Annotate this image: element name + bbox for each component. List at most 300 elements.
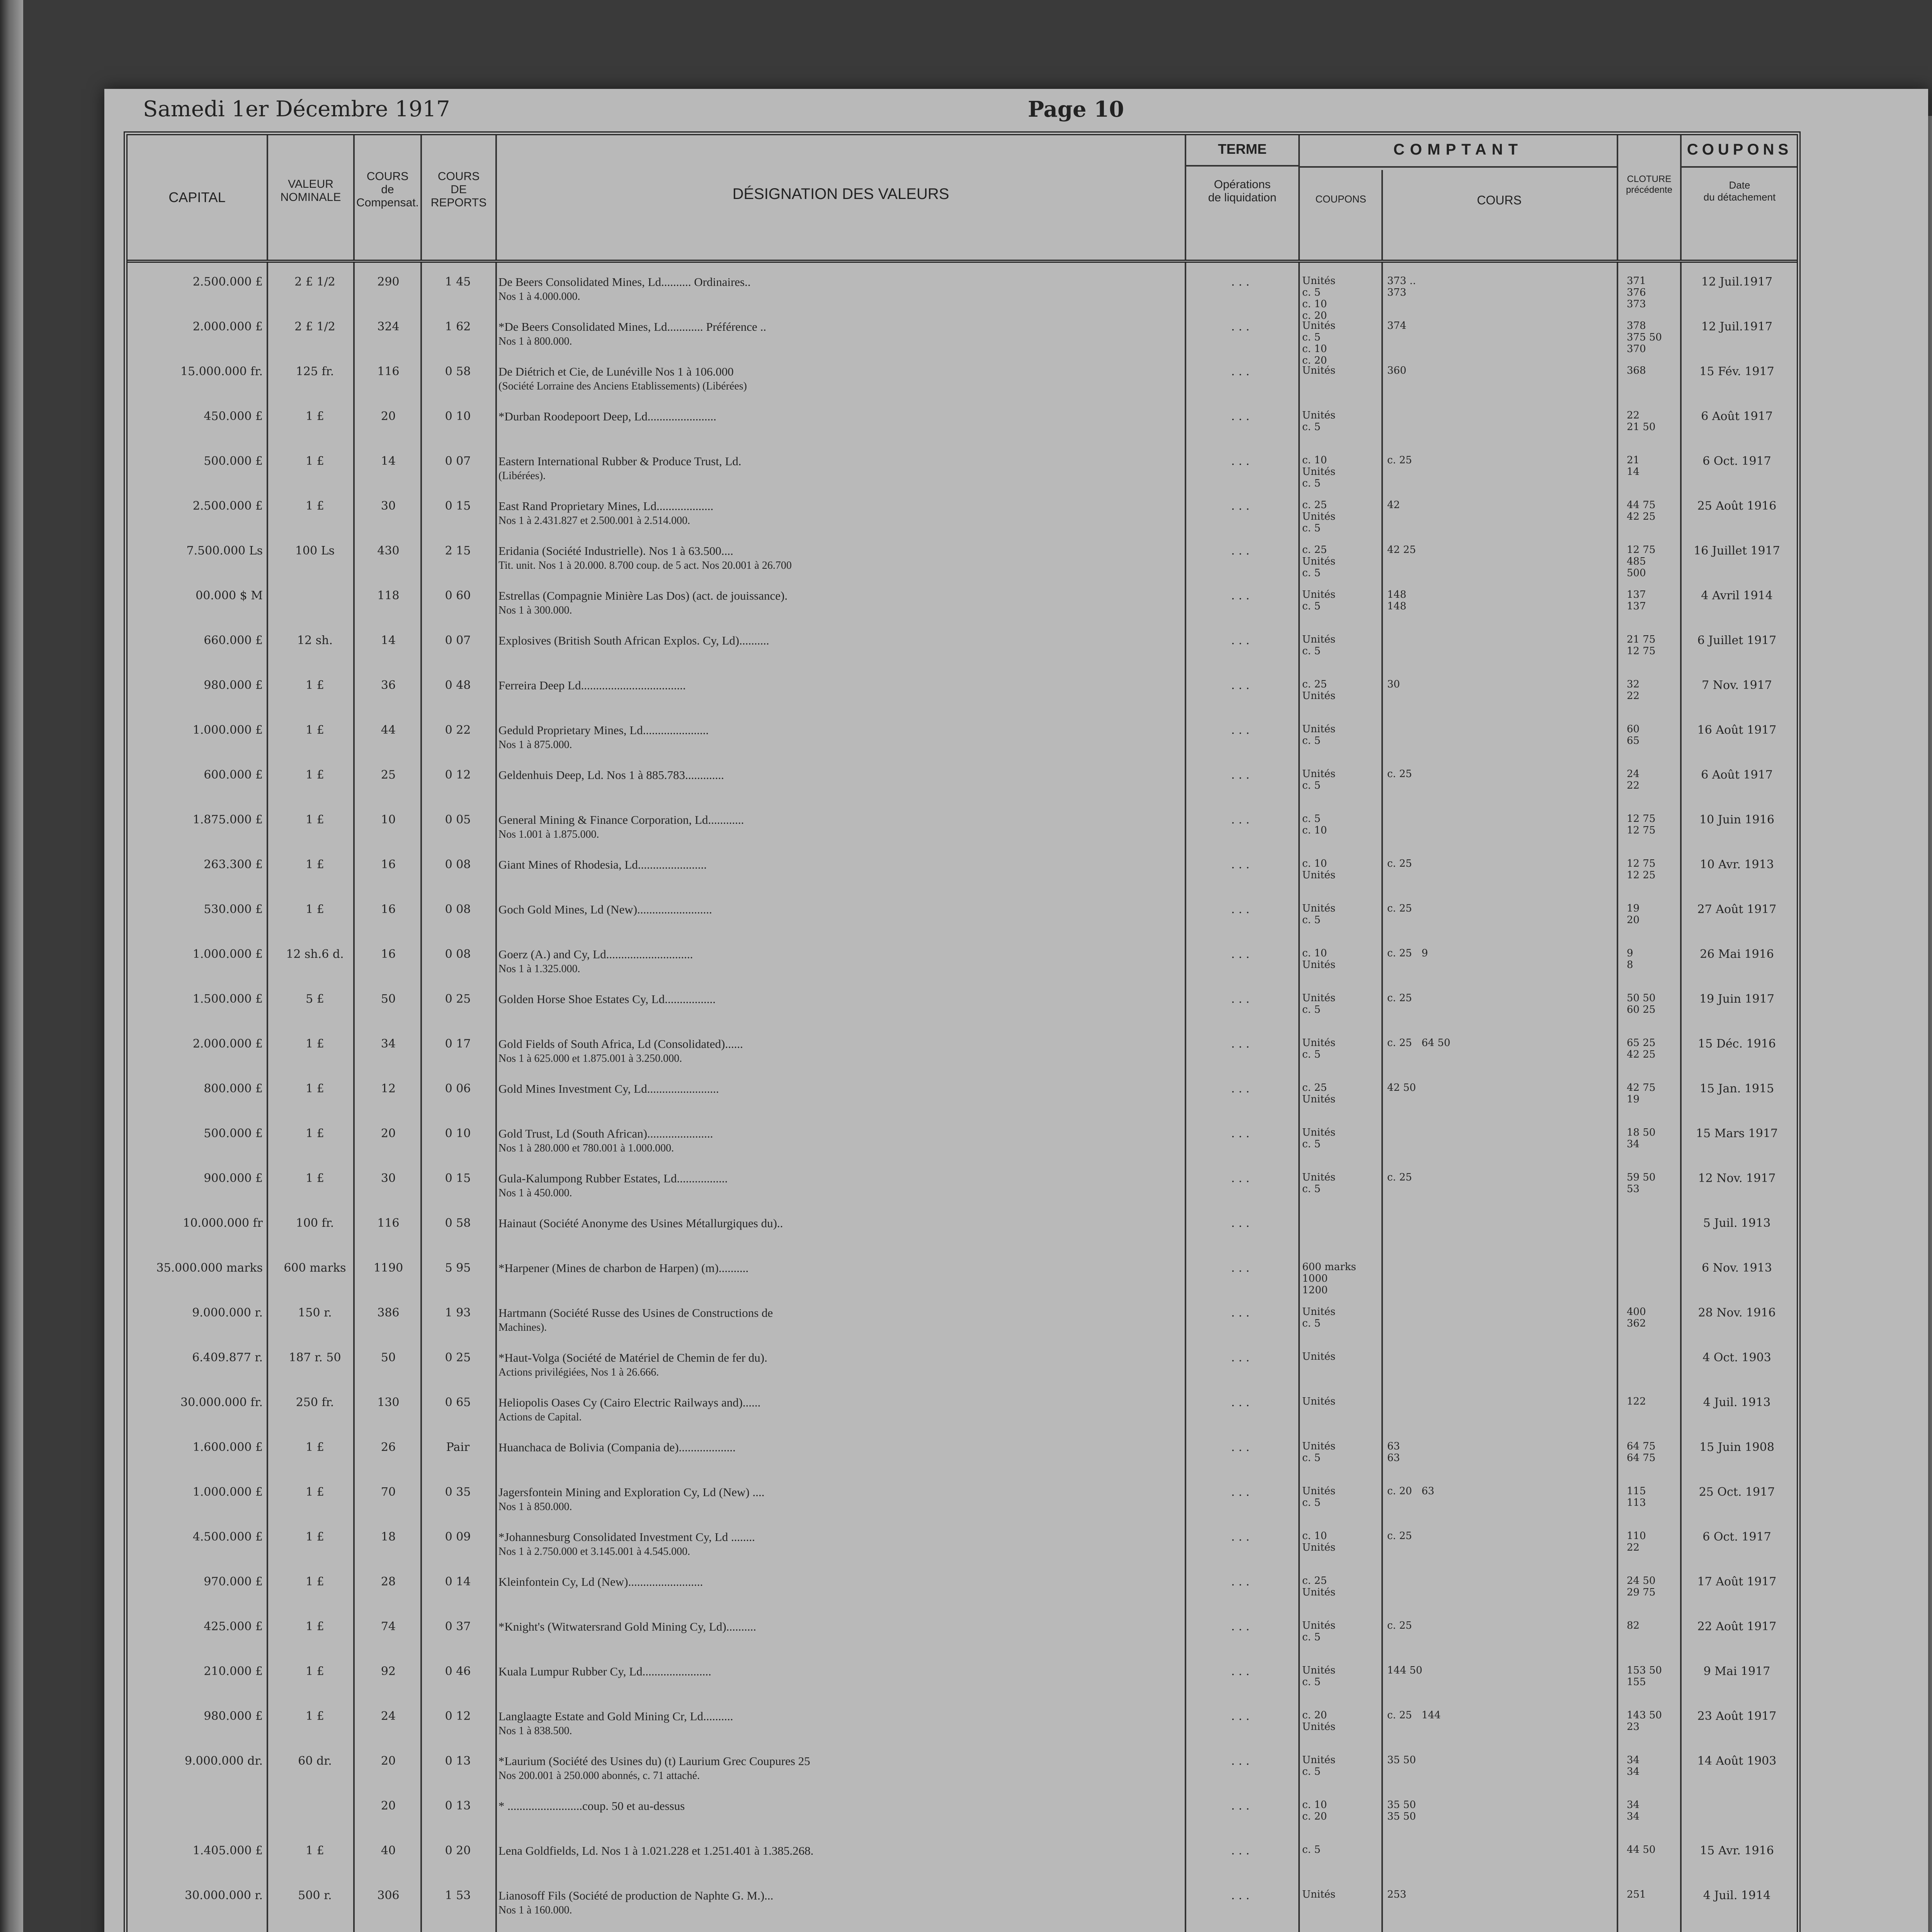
cloture-cell: 44 50 xyxy=(1627,1844,1656,1855)
cloture-cell: 24 50 29 75 xyxy=(1627,1575,1656,1598)
detachement-date-cell: 22 Août 1917 xyxy=(1697,1620,1777,1633)
nominal-cell: 1 £ xyxy=(306,903,324,916)
designation-cell: *Haut-Volga (Société de Matériel de Chemin de fer du). Actions privilégiées, Nos 1 à 26.666. xyxy=(498,1351,1179,1379)
coupons-cell: c. 25 Unités c. 5 xyxy=(1302,544,1336,579)
coupons-cell: Unités c. 5 xyxy=(1302,1485,1336,1509)
designation-cell: Gold Mines Investment Cy, Ld........................ xyxy=(498,1082,719,1095)
capital-cell: 4.500.000 £ xyxy=(192,1530,263,1544)
cloture-cell: 251 xyxy=(1627,1889,1646,1900)
coupons-cell: Unités c. 5 c. 10 c. 20 xyxy=(1302,275,1336,321)
terme-cell: . . . xyxy=(1231,454,1250,468)
table-row xyxy=(128,1391,1797,1430)
designation-cell: Kleinfontein Cy, Ld (New)......................... xyxy=(498,1575,703,1588)
terme-cell: . . . xyxy=(1231,723,1250,737)
detachement-date-cell: 5 Juil. 1913 xyxy=(1703,1216,1771,1230)
coupons-cell: Unités c. 5 xyxy=(1302,1620,1336,1643)
table-row xyxy=(128,405,1797,444)
detachement-date-cell: 7 Nov. 1917 xyxy=(1702,679,1772,692)
coupons-cell: Unités c. 5 xyxy=(1302,410,1336,433)
detachement-date-cell: 6 Août 1917 xyxy=(1701,768,1773,782)
table-row xyxy=(128,808,1797,847)
designation-detail: Nos 200.001 à 250.000 abonnés, c. 71 attaché. xyxy=(498,1770,700,1782)
terme-cell: . . . xyxy=(1231,1665,1250,1678)
designation-cell: De Diétrich et Cie, de Lunéville Nos 1 à 106.000 (Société Lorraine des Anciens Etablissements) (Libérées) xyxy=(498,365,1179,393)
comptant-cours-cell: c. 25 xyxy=(1387,1172,1412,1183)
cloture-cell: 18 50 34 xyxy=(1627,1127,1656,1150)
comptant-cours-cell: 35 50 35 50 xyxy=(1387,1799,1416,1822)
col-comptant-cours: COURS xyxy=(1477,193,1522,207)
comptant-cours-cell: c. 25 xyxy=(1387,858,1412,869)
coupons-cell: c. 10 Unités xyxy=(1302,858,1336,881)
nominal-cell: 100 fr. xyxy=(296,1216,334,1230)
table-row xyxy=(128,629,1797,668)
reports-cell: 0 08 xyxy=(445,858,471,871)
designation-detail: Nos 1 à 1.325.000. xyxy=(498,963,580,975)
cloture-cell: 115 113 xyxy=(1627,1485,1646,1509)
terme-cell: . . . xyxy=(1231,1575,1250,1588)
cloture-cell: 12 75 485 500 xyxy=(1627,544,1656,579)
nominal-cell: 1 £ xyxy=(306,858,324,871)
reports-cell: 5 95 xyxy=(445,1261,471,1275)
detachement-date-cell: 15 Mars 1917 xyxy=(1696,1127,1778,1140)
designation-cell: De Beers Consolidated Mines, Ld.......... Ordinaires.. Nos 1 à 4.000.000. xyxy=(498,275,1179,303)
table-row xyxy=(128,1301,1797,1340)
capital-cell: 9.000.000 dr. xyxy=(184,1754,263,1768)
comptant-cours-cell: 148 148 xyxy=(1387,589,1406,612)
cours-cell: 14 xyxy=(381,454,396,468)
reports-cell: 0 22 xyxy=(445,723,471,737)
capital-cell: 425.000 £ xyxy=(204,1620,263,1633)
table-row xyxy=(128,1032,1797,1071)
detachement-date-cell: 23 Août 1917 xyxy=(1697,1709,1777,1723)
reports-cell: Pair xyxy=(446,1440,470,1454)
coupons-cell: Unités c. 5 xyxy=(1302,1172,1336,1195)
designation-cell: *Knight's (Witwatersrand Gold Mining Cy, Ld).......... xyxy=(498,1620,757,1633)
coupons-cell: c. 25 Unités xyxy=(1302,1575,1336,1598)
book-spine xyxy=(0,0,23,1932)
cours-cell: 34 xyxy=(381,1037,396,1051)
comptant-cours-cell: 63 63 xyxy=(1387,1440,1400,1464)
reports-cell: 0 48 xyxy=(445,679,471,692)
nominal-cell: 5 £ xyxy=(306,992,324,1006)
cloture-cell: 82 xyxy=(1627,1620,1640,1631)
designation-detail: Nos 1 à 875.000. xyxy=(498,739,572,751)
nominal-cell: 1 £ xyxy=(306,1844,324,1857)
coupons-cell: c. 25 Unités xyxy=(1302,679,1336,702)
table-row xyxy=(128,1167,1797,1206)
designation-detail: Machines). xyxy=(498,1321,547,1333)
table-row xyxy=(128,1705,1797,1743)
cours-cell: 16 xyxy=(381,903,396,916)
detachement-date-cell: 16 Août 1917 xyxy=(1697,723,1777,737)
detachement-date-cell: 12 Juil.1917 xyxy=(1701,275,1773,289)
terme-cell: . . . xyxy=(1231,992,1250,1006)
reports-cell: 0 25 xyxy=(445,1351,471,1364)
table-row xyxy=(128,539,1797,578)
detachement-date-cell: 15 Déc. 1916 xyxy=(1698,1037,1776,1051)
terme-cell: . . . xyxy=(1231,275,1250,289)
table-row xyxy=(128,853,1797,892)
capital-cell: 980.000 £ xyxy=(204,679,263,692)
cours-cell: 12 xyxy=(381,1082,396,1095)
designation-cell: Lena Goldfields, Ld. Nos 1 à 1.021.228 et 1.251.401 à 1.385.268. xyxy=(498,1844,814,1857)
reports-cell: 0 58 xyxy=(445,365,471,378)
designation-detail: Nos 1 à 280.000 et 780.001 à 1.000.000. xyxy=(498,1142,674,1154)
comptant-cours-cell: c. 25 xyxy=(1387,903,1412,914)
cloture-cell: 12 75 12 75 xyxy=(1627,813,1656,836)
nominal-cell: 1 £ xyxy=(306,1530,324,1544)
designation-cell: *Johannesburg Consolidated Investment Cy, Ld ........ Nos 1 à 2.750.000 et 3.145.001 à 4.545.000. xyxy=(498,1530,1179,1558)
detachement-date-cell: 9 Mai 1917 xyxy=(1703,1665,1770,1678)
terme-cell: . . . xyxy=(1231,365,1250,378)
reports-cell: 0 09 xyxy=(445,1530,471,1544)
table-row xyxy=(128,1346,1797,1385)
nominal-cell: 250 fr. xyxy=(296,1396,334,1409)
terme-cell: . . . xyxy=(1231,1351,1250,1364)
table-row xyxy=(128,450,1797,488)
reports-cell: 0 25 xyxy=(445,992,471,1006)
designation-cell: Golden Horse Shoe Estates Cy, Ld................. xyxy=(498,992,716,1006)
coupons-cell: c. 5 c. 10 xyxy=(1302,813,1327,836)
nominal-cell: 2 £ 1/2 xyxy=(294,320,335,333)
designation-detail: Nos 1 à 160.000. xyxy=(498,1904,572,1916)
designation-detail: (Société Lorraine des Anciens Etablissements) (Libérées) xyxy=(498,380,747,392)
terme-cell: . . . xyxy=(1231,947,1250,961)
cloture-cell: 371 376 373 xyxy=(1627,275,1646,310)
capital-cell: 1.000.000 £ xyxy=(192,947,263,961)
detachement-date-cell: 12 Nov. 1917 xyxy=(1698,1172,1776,1185)
cours-cell: 40 xyxy=(381,1844,396,1857)
comptant-cours-cell: c. 25 xyxy=(1387,768,1412,780)
cours-cell: 18 xyxy=(381,1530,396,1544)
detachement-date-cell: 10 Juin 1916 xyxy=(1699,813,1774,827)
terme-cell: . . . xyxy=(1231,589,1250,602)
detachement-date-cell: 6 Août 1917 xyxy=(1701,410,1773,423)
capital-cell: 10.000.000 fr xyxy=(183,1216,263,1230)
nominal-cell: 12 sh. xyxy=(297,634,333,647)
designation-detail: Nos 1 à 2.431.827 et 2.500.001 à 2.514.000. xyxy=(498,515,690,527)
reports-cell: 0 58 xyxy=(445,1216,471,1230)
designation-detail: Nos 1 à 800.000. xyxy=(498,335,572,347)
detachement-date-cell: 14 Août 1903 xyxy=(1697,1754,1777,1768)
cours-cell: 25 xyxy=(381,768,396,782)
detachement-date-cell: 15 Avr. 1916 xyxy=(1700,1844,1774,1857)
comptant-cours-cell: 42 xyxy=(1387,499,1400,511)
terme-cell: . . . xyxy=(1231,1485,1250,1499)
cloture-cell: 24 22 xyxy=(1627,768,1640,791)
cours-cell: 30 xyxy=(381,499,396,513)
terme-cell: . . . xyxy=(1231,1261,1250,1275)
cours-cell: 28 xyxy=(381,1575,396,1588)
comptant-cours-cell: 360 xyxy=(1387,365,1406,376)
nominal-cell: 125 fr. xyxy=(296,365,334,378)
col-terme: TERME Opérations de liquidation xyxy=(1186,135,1298,260)
capital-cell: 900.000 £ xyxy=(204,1172,263,1185)
nominal-cell: 187 r. 50 xyxy=(289,1351,341,1364)
table-row xyxy=(128,1212,1797,1250)
designation-cell: Giant Mines of Rhodesia, Ld....................... xyxy=(498,858,707,871)
nominal-cell: 60 dr. xyxy=(298,1754,332,1768)
detachement-date-cell: 15 Juin 1908 xyxy=(1699,1440,1774,1454)
table-row xyxy=(128,495,1797,533)
designation-detail: Nos 1 à 625.000 et 1.875.001 à 3.250.000. xyxy=(498,1053,682,1065)
comptant-cours-cell: 30 xyxy=(1387,679,1400,690)
capital-cell: 600.000 £ xyxy=(204,768,263,782)
nominal-cell: 1 £ xyxy=(306,813,324,827)
reports-cell: 0 20 xyxy=(445,1844,471,1857)
table-row xyxy=(128,1615,1797,1654)
comptant-cours-cell: 42 25 xyxy=(1387,544,1416,556)
designation-cell: Kuala Lumpur Rubber Cy, Ld....................... xyxy=(498,1665,711,1678)
designation-cell: Gula-Kalumpong Rubber Estates, Ld................. Nos 1 à 450.000. xyxy=(498,1172,1179,1199)
capital-cell: 30.000.000 fr. xyxy=(180,1396,263,1409)
col-cours-reports: COURS DE REPORTS xyxy=(430,170,487,209)
detachement-date-cell: 27 Août 1917 xyxy=(1697,903,1777,916)
comptant-cours-cell: 144 50 xyxy=(1387,1665,1422,1676)
comptant-cours-cell: c. 25 xyxy=(1387,1530,1412,1542)
designation-cell: * .........................coup. 50 et au-dessus xyxy=(498,1799,685,1813)
next-page-edge xyxy=(1928,116,1932,1932)
detachement-date-cell: 4 Avril 1914 xyxy=(1701,589,1773,602)
designation-detail: Tit. unit. Nos 1 à 20.000. 8.700 coup. de 5 act. Nos 20.001 à 26.700 xyxy=(498,560,792,571)
table-row xyxy=(128,1122,1797,1161)
designation-detail: Nos 1 à 850.000. xyxy=(498,1501,572,1513)
reports-cell: 0 46 xyxy=(445,1665,471,1678)
table-row xyxy=(128,270,1797,321)
detachement-date-cell: 15 Jan. 1915 xyxy=(1699,1082,1774,1095)
terme-cell: . . . xyxy=(1231,1620,1250,1633)
cours-cell: 24 xyxy=(381,1709,396,1723)
coupons-cell: Unités c. 5 xyxy=(1302,589,1336,612)
running-header xyxy=(143,97,1835,128)
comptant-cours-cell: 253 xyxy=(1387,1889,1406,1900)
reports-cell: 0 15 xyxy=(445,1172,471,1185)
table-row xyxy=(128,1839,1797,1878)
table-row xyxy=(128,1794,1797,1833)
detachement-date-cell: 17 Août 1917 xyxy=(1697,1575,1777,1588)
comptant-cours-cell: 35 50 xyxy=(1387,1754,1416,1766)
coupons-cell: Unités c. 5 xyxy=(1302,634,1336,657)
capital-cell: 1.000.000 £ xyxy=(192,723,263,737)
terme-cell: . . . xyxy=(1231,1306,1250,1320)
table-row xyxy=(128,1077,1797,1116)
reports-cell: 0 07 xyxy=(445,454,471,468)
reports-cell: 0 08 xyxy=(445,903,471,916)
cloture-cell: 22 21 50 xyxy=(1627,410,1656,433)
nominal-cell: 1 £ xyxy=(306,1620,324,1633)
coupons-cell: Unités c. 5 xyxy=(1302,903,1336,926)
designation-detail: Nos 1 à 838.500. xyxy=(498,1725,572,1737)
coupons-cell: Unités c. 5 xyxy=(1302,1665,1336,1688)
nominal-cell: 600 marks xyxy=(284,1261,346,1275)
coupons-cell: Unités c. 5 xyxy=(1302,1306,1336,1329)
capital-cell: 2.000.000 £ xyxy=(192,1037,263,1051)
coupons-cell: Unités c. 5 xyxy=(1302,1754,1336,1777)
cloture-cell: 12 75 12 25 xyxy=(1627,858,1656,881)
col-cours-compensation: COURS de Compensat. xyxy=(356,170,419,209)
table-row xyxy=(128,764,1797,802)
designation-cell: Ferreira Deep Ld................................... xyxy=(498,679,686,692)
cours-cell: 92 xyxy=(381,1665,396,1678)
designation-cell: Geduld Proprietary Mines, Ld...................... Nos 1 à 875.000. xyxy=(498,723,1179,751)
reports-cell: 1 93 xyxy=(445,1306,471,1320)
capital-cell: 1.500.000 £ xyxy=(192,992,263,1006)
col-cloture: CLOTURE précédente xyxy=(1626,174,1673,195)
table-row xyxy=(128,360,1797,399)
detachement-date-cell: 12 Juil.1917 xyxy=(1701,320,1773,333)
comptant-cours-cell: c. 20 63 xyxy=(1387,1485,1435,1497)
capital-cell: 980.000 £ xyxy=(204,1709,263,1723)
nominal-cell: 100 Ls xyxy=(295,544,335,558)
terme-cell: . . . xyxy=(1231,499,1250,513)
designation-cell: *Laurium (Société des Usines du) (t) Laurium Grec Coupures 25 Nos 200.001 à 250.000 abonnés, c. 71 attaché. xyxy=(498,1754,1179,1782)
detachement-date-cell: 10 Avr. 1913 xyxy=(1700,858,1774,871)
nominal-cell: 2 £ 1/2 xyxy=(294,275,335,289)
cours-cell: 116 xyxy=(377,1216,400,1230)
nominal-cell: 500 r. xyxy=(298,1889,332,1902)
cloture-cell: 9 8 xyxy=(1627,947,1633,971)
cloture-cell: 44 75 42 25 xyxy=(1627,499,1656,522)
terme-cell: . . . xyxy=(1231,1082,1250,1095)
quotation-table xyxy=(124,131,1801,1932)
table-row xyxy=(128,1526,1797,1564)
nominal-cell: 1 £ xyxy=(306,1575,324,1588)
terme-cell: . . . xyxy=(1231,858,1250,871)
designation-cell: Estrellas (Compagnie Minière Las Dos) (act. de jouissance). Nos 1 à 300.000. xyxy=(498,589,1179,617)
designation-cell: General Mining & Finance Corporation, Ld............ Nos 1.001 à 1.875.000. xyxy=(498,813,1179,841)
table-header xyxy=(128,135,1797,263)
nominal-cell: 1 £ xyxy=(306,1665,324,1678)
cours-cell: 14 xyxy=(381,634,396,647)
cours-cell: 26 xyxy=(381,1440,396,1454)
capital-cell: 30.000.000 r. xyxy=(185,1889,263,1902)
comptant-cours-cell: c. 25 144 xyxy=(1387,1709,1441,1721)
detachement-date-cell: 15 Fév. 1917 xyxy=(1699,365,1774,378)
table-row xyxy=(128,943,1797,981)
designation-cell: Geldenhuis Deep, Ld. Nos 1 à 885.783............. xyxy=(498,768,724,782)
cours-cell: 16 xyxy=(381,858,396,871)
cloture-cell: 122 xyxy=(1627,1396,1646,1407)
cloture-cell: 50 50 60 25 xyxy=(1627,992,1656,1015)
cours-cell: 50 xyxy=(381,992,396,1006)
cours-cell: 116 xyxy=(377,365,400,378)
table-row xyxy=(128,898,1797,937)
coupons-cell: Unités xyxy=(1302,1351,1336,1362)
reports-cell: 0 60 xyxy=(445,589,471,602)
cours-cell: 30 xyxy=(381,1172,396,1185)
col-designation: DÉSIGNATION DES VALEURS xyxy=(732,185,949,202)
reports-cell: 1 53 xyxy=(445,1889,471,1902)
detachement-date-cell: 6 Nov. 1913 xyxy=(1702,1261,1772,1275)
designation-cell: Hartmann (Société Russe des Usines de Constructions de Machines). xyxy=(498,1306,1179,1334)
cours-cell: 130 xyxy=(377,1396,400,1409)
coupons-cell: c. 10 Unités xyxy=(1302,947,1336,971)
comptant-cours-cell: c. 25 64 50 xyxy=(1387,1037,1451,1049)
capital-cell: 6.409.877 r. xyxy=(192,1351,263,1364)
reports-cell: 0 08 xyxy=(445,947,471,961)
coupons-cell: Unités c. 5 xyxy=(1302,1037,1336,1060)
cloture-cell: 368 xyxy=(1627,365,1646,376)
terme-cell: . . . xyxy=(1231,1216,1250,1230)
table-row xyxy=(128,1660,1797,1699)
coupons-cell: Unités c. 5 xyxy=(1302,1127,1336,1150)
coupons-cell: c. 20 Unités xyxy=(1302,1709,1336,1733)
reports-cell: 0 05 xyxy=(445,813,471,827)
nominal-cell: 1 £ xyxy=(306,1172,324,1185)
reports-cell: 0 12 xyxy=(445,768,471,782)
cloture-cell: 32 22 xyxy=(1627,679,1640,702)
terme-cell: . . . xyxy=(1231,903,1250,916)
cours-cell: 20 xyxy=(381,1127,396,1140)
detachement-date-cell: 6 Oct. 1917 xyxy=(1702,1530,1771,1544)
designation-detail: Nos 1 à 300.000. xyxy=(498,604,572,616)
terme-cell: . . . xyxy=(1231,1889,1250,1902)
cours-cell: 44 xyxy=(381,723,396,737)
terme-cell: . . . xyxy=(1231,1530,1250,1544)
coupons-cell: Unités xyxy=(1302,365,1336,376)
comptant-cours-cell: c. 25 xyxy=(1387,454,1412,466)
cloture-cell: 64 75 64 75 xyxy=(1627,1440,1656,1464)
capital-cell: 1.405.000 £ xyxy=(192,1844,263,1857)
capital-cell: 2.500.000 £ xyxy=(192,499,263,513)
cours-cell: 50 xyxy=(381,1351,396,1364)
coupons-cell: Unités c. 5 xyxy=(1302,1440,1336,1464)
comptant-cours-cell: 373 .. 373 xyxy=(1387,275,1416,298)
designation-cell: Langlaagte Estate and Gold Mining Cr, Ld.......... Nos 1 à 838.500. xyxy=(498,1709,1179,1737)
table-row xyxy=(128,1481,1797,1519)
terme-cell: . . . xyxy=(1231,1709,1250,1723)
designation-cell: Huanchaca de Bolivia (Compania de)................... xyxy=(498,1440,736,1454)
designation-cell: Eastern International Rubber & Produce Trust, Ld. (Libérées). xyxy=(498,454,1179,482)
cours-cell: 430 xyxy=(377,544,400,558)
terme-cell: . . . xyxy=(1231,768,1250,782)
cours-cell: 20 xyxy=(381,1799,396,1813)
col-valeur-nominale: VALEUR NOMINALE xyxy=(280,178,341,204)
coupons-cell: c. 10 Unités c. 5 xyxy=(1302,454,1336,489)
table-row xyxy=(128,719,1797,757)
detachement-date-cell: 19 Juin 1917 xyxy=(1699,992,1774,1006)
designation-cell: Lianosoff Fils (Société de production de Naphte G. M.)... Nos 1 à 160.000. xyxy=(498,1889,1179,1917)
designation-cell: *De Beers Consolidated Mines, Ld............ Préférence .. Nos 1 à 800.000. xyxy=(498,320,1179,348)
cours-cell: 74 xyxy=(381,1620,396,1633)
cours-cell: 36 xyxy=(381,679,396,692)
nominal-cell: 1 £ xyxy=(306,454,324,468)
terme-cell: . . . xyxy=(1231,1172,1250,1185)
nominal-cell: 1 £ xyxy=(306,768,324,782)
col-coupons: COUPONS Date du détachement xyxy=(1682,135,1798,260)
table-row xyxy=(128,674,1797,713)
capital-cell: 15.000.000 fr. xyxy=(180,365,263,378)
reports-cell: 0 17 xyxy=(445,1037,471,1051)
designation-cell: Gold Fields of South Africa, Ld (Consolidated)...... Nos 1 à 625.000 et 1.875.001 à 3.250.000. xyxy=(498,1037,1179,1065)
designation-cell: Jagersfontein Mining and Exploration Cy, Ld (New) .... Nos 1 à 850.000. xyxy=(498,1485,1179,1513)
nominal-cell: 1 £ xyxy=(306,1440,324,1454)
cours-cell: 118 xyxy=(377,589,400,602)
capital-cell: 1.875.000 £ xyxy=(192,813,263,827)
capital-cell: 9.000.000 r. xyxy=(192,1306,263,1320)
terme-cell: . . . xyxy=(1231,410,1250,423)
cours-cell: 290 xyxy=(377,275,400,289)
reports-cell: 1 62 xyxy=(445,320,471,333)
coupons-cell: Unités c. 5 c. 10 c. 20 xyxy=(1302,320,1336,366)
cours-cell: 386 xyxy=(377,1306,400,1320)
comptant-cours-cell: 374 xyxy=(1387,320,1406,332)
capital-cell: 263.300 £ xyxy=(204,858,263,871)
nominal-cell: 1 £ xyxy=(306,1485,324,1499)
coupons-cell: Unités xyxy=(1302,1396,1336,1407)
terme-cell: . . . xyxy=(1231,320,1250,333)
table-row xyxy=(128,315,1797,366)
